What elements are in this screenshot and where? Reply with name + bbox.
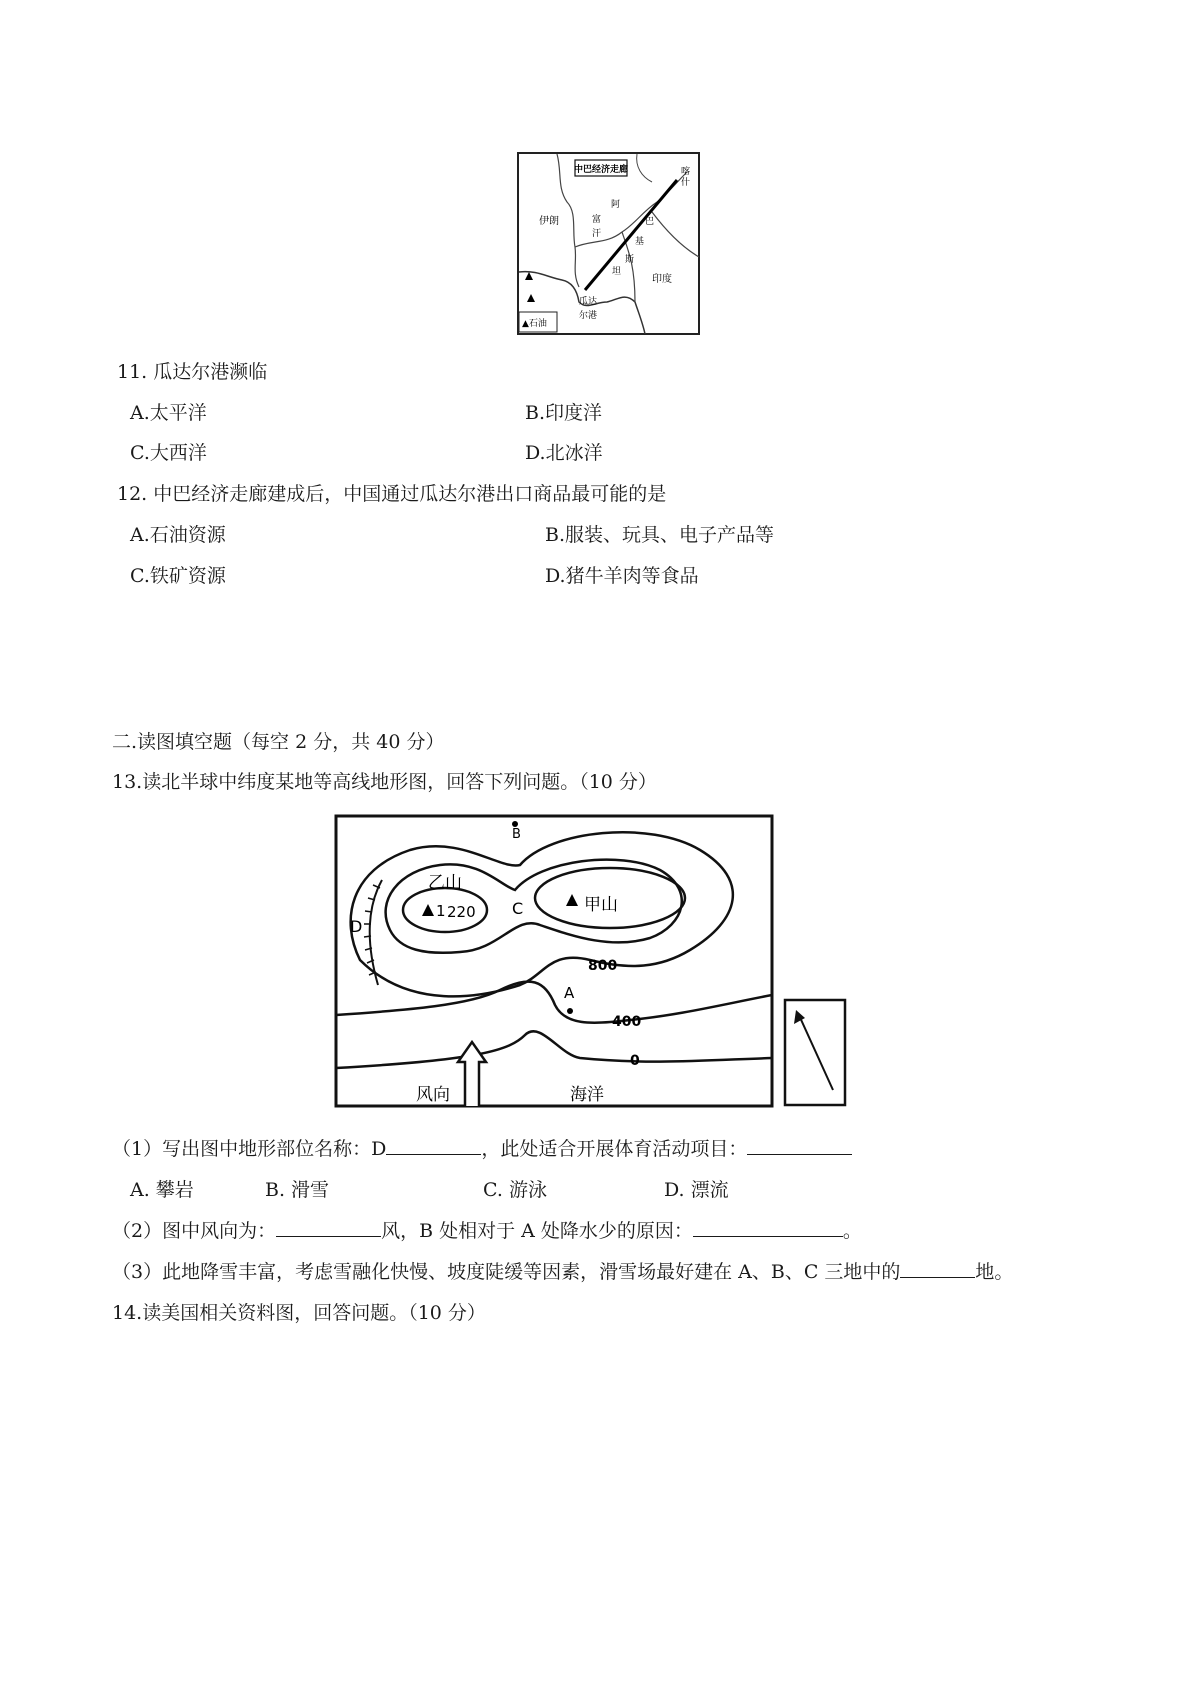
q12-option-b: B.服装、玩具、电子产品等 <box>545 524 775 546</box>
label-sea: 海洋 <box>570 1085 604 1105</box>
label-kashgar-2: 什 <box>681 178 691 188</box>
q11-stem: 11. 瓜达尔港濒临 <box>117 361 268 383</box>
q11-option-c: C.大西洋 <box>130 442 207 464</box>
q13-part1-option-d: D. 漂流 <box>664 1179 729 1201</box>
label-iran: 伊朗 <box>539 216 559 227</box>
answer-blank-sport[interactable] <box>747 1136 852 1155</box>
q13-part1 <box>112 1136 852 1162</box>
q13-part2 <box>112 1218 862 1244</box>
label-india: 印度 <box>652 274 672 285</box>
answer-blank-reason[interactable] <box>693 1218 843 1237</box>
label-c: C <box>512 899 524 918</box>
cpec-map-frame <box>518 153 699 334</box>
label-800: 800 <box>588 958 618 974</box>
legend-oil: ▲石油 <box>522 319 547 329</box>
q11-option-d: D.北冰洋 <box>525 442 603 464</box>
label-a: A <box>564 984 575 1002</box>
q11-option-b: B.印度洋 <box>525 402 603 424</box>
label-jia-shan: 甲山 <box>584 895 618 915</box>
label-pak-4: 坦 <box>612 267 622 277</box>
label-yi-shan: 乙山 <box>428 873 462 893</box>
label-0: 0 <box>630 1053 640 1069</box>
answer-blank-site[interactable] <box>900 1259 975 1278</box>
q13-stem: 13.读北半球中纬度某地等高线地形图，回答下列问题。（10 分） <box>112 771 657 793</box>
label-b: B <box>512 827 521 842</box>
label-afghan-2: 富 <box>592 215 602 225</box>
section-2-title: 二.读图填空题（每空 2 分，共 40 分） <box>112 731 445 753</box>
q13-part2-end: 。 <box>842 1220 862 1242</box>
q12-option-d: D.猪牛羊肉等食品 <box>545 565 699 587</box>
answer-blank-wind[interactable] <box>276 1218 381 1237</box>
label-pak-2: 基 <box>635 237 645 247</box>
label-wind: 风向 <box>416 1085 450 1105</box>
q12-stem: 12. 中巴经济走廊建成后，中国通过瓜达尔港出口商品最可能的是 <box>117 483 667 505</box>
q13-part1-option-b: B. 滑雪 <box>265 1179 330 1201</box>
q13-part1-before: （1）写出图中地形部位名称：D <box>112 1138 387 1160</box>
answer-blank-d[interactable] <box>386 1136 481 1155</box>
label-gwadar-1: 瓜达 <box>579 297 598 307</box>
label-1220: 220 <box>447 903 476 921</box>
q13-part3-before: （3）此地降雪丰富，考虑雪融化快慢、坡度陡缓等因素，滑雪场最好建在 A、B、C 三地中的 <box>112 1261 901 1283</box>
q11-option-a: A.太平洋 <box>130 402 207 424</box>
point-a-marker <box>567 1008 573 1014</box>
contour-map <box>330 810 855 1110</box>
q13-part3 <box>112 1259 1013 1285</box>
q13-part3-end: 地。 <box>975 1261 1014 1283</box>
label-400: 400 <box>612 1014 642 1030</box>
q13-part1-mid: ，此处适合开展体育活动项目： <box>481 1138 748 1160</box>
q12-option-c: C.铁矿资源 <box>130 565 226 587</box>
label-d: D <box>350 917 363 936</box>
point-b-marker <box>512 821 518 827</box>
label-1: 1 <box>436 902 446 920</box>
label-afghan-3: 汗 <box>592 229 602 239</box>
cpec-map <box>517 152 700 335</box>
q13-part2-mid: 风，B 处相对于 A 处降水少的原因： <box>381 1220 693 1242</box>
label-afghan-1: 阿 <box>611 200 621 210</box>
label-kashgar-1: 喀 <box>681 167 691 177</box>
q14-stem: 14.读美国相关资料图，回答问题。（10 分） <box>112 1302 486 1324</box>
label-gwadar-2: 尔港 <box>579 311 598 321</box>
q13-part2-before: （2）图中风向为： <box>112 1220 277 1242</box>
label-pak-3: 斯 <box>625 255 635 265</box>
q12-option-a: A.石油资源 <box>130 524 226 546</box>
label-pak-1: 巴 <box>645 217 655 227</box>
label-corridor: 中巴经济走廊 <box>573 165 629 175</box>
q13-part1-option-c: C. 游泳 <box>483 1179 547 1201</box>
q13-part1-option-a: A. 攀岩 <box>130 1179 194 1201</box>
